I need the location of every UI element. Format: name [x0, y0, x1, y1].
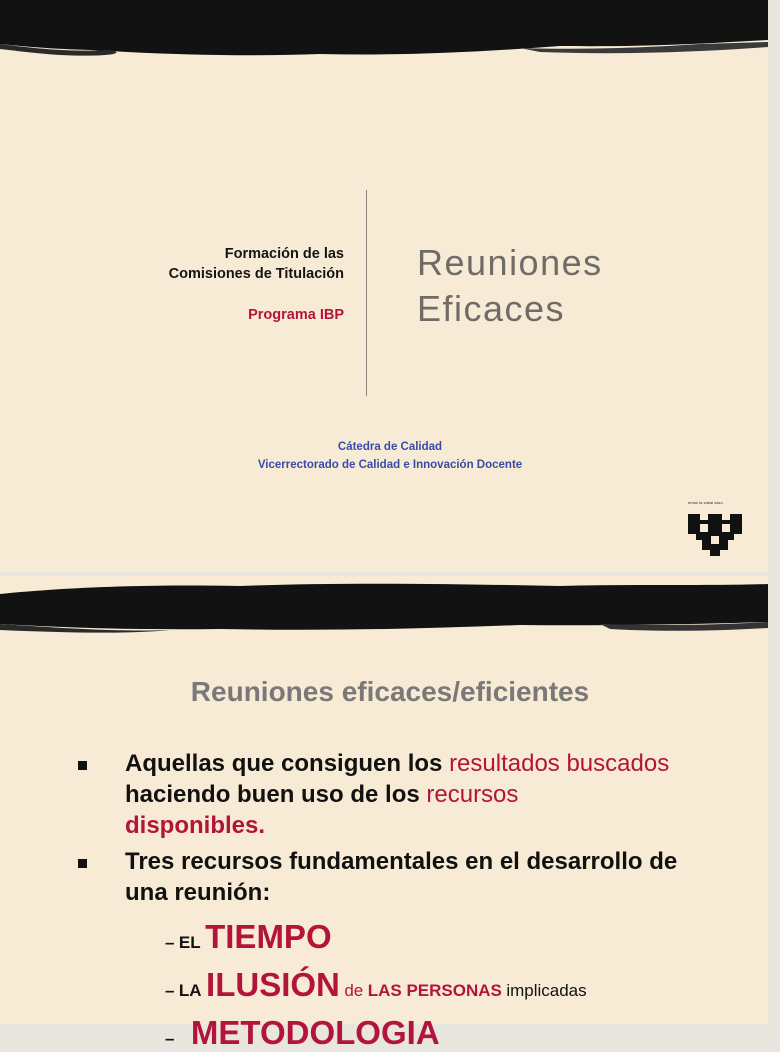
sub-connector: de: [344, 981, 364, 1000]
sub-item-time: [165, 918, 332, 956]
sub-dash: –: [165, 1029, 175, 1048]
sub-dash: –: [165, 933, 175, 952]
sub-dash: –: [165, 981, 175, 1000]
brush-stroke-banner: [0, 576, 768, 646]
bullet1-text-b: haciendo buen uso de los: [125, 781, 427, 808]
institution-line2: Vicerrectorado de Calidad e Innovación Docente: [257, 459, 523, 471]
bullet-text-2: Tres recursos fundamentales en el desarrollo de una reunión:: [125, 848, 678, 906]
slide-title: Reuniones eficaces/eficientes: [190, 676, 590, 707]
bullet1-highlight-results: resultados buscados: [449, 750, 670, 777]
sub-keyword-illusion: ILUSIÓN: [206, 966, 340, 1003]
course-title-line1: Formación de las: [224, 246, 344, 262]
sub-article: EL: [178, 933, 201, 952]
bullet-item-2: [78, 846, 725, 908]
course-title: [169, 244, 344, 284]
content-slide: [0, 576, 768, 1051]
bullet-square-icon: [78, 761, 87, 770]
course-title-line2: Comisiones de Titulación: [168, 266, 344, 282]
bullet-item-1: [78, 748, 725, 841]
presentation-title-line1: Reuniones: [417, 242, 603, 283]
sub-article: LA: [178, 981, 202, 1000]
bullet1-text-a: Aquellas que consiguen los: [125, 750, 450, 777]
program-label: Programa IBP: [248, 307, 344, 323]
bullet1-highlight-available: disponibles.: [125, 812, 266, 839]
institution-line1: Cátedra de Calidad: [337, 441, 443, 453]
sub-item-illusion: [165, 966, 587, 1004]
university-logo-icon: [686, 510, 744, 556]
brush-stroke-banner: [0, 0, 768, 70]
presentation-title: [417, 240, 603, 332]
presentation-title-line2: Eficaces: [417, 288, 566, 329]
sub-keyword-time: TIEMPO: [205, 918, 332, 955]
vertical-divider: [366, 190, 367, 396]
sub-tail: implicadas: [506, 981, 587, 1000]
sub-keyword-methodology: METODOLOGIA: [190, 1014, 440, 1051]
logo-motto: eman ta zabal zazu: [688, 500, 723, 505]
bullet-text-1: [125, 748, 725, 841]
sub-item-methodology: [165, 1014, 440, 1052]
institution-footer: [0, 438, 780, 474]
sub-keyword-people: LAS PERSONAS: [367, 981, 502, 1000]
bullet-square-icon: [78, 859, 87, 868]
bullet1-highlight-resources: recursos: [426, 781, 519, 808]
